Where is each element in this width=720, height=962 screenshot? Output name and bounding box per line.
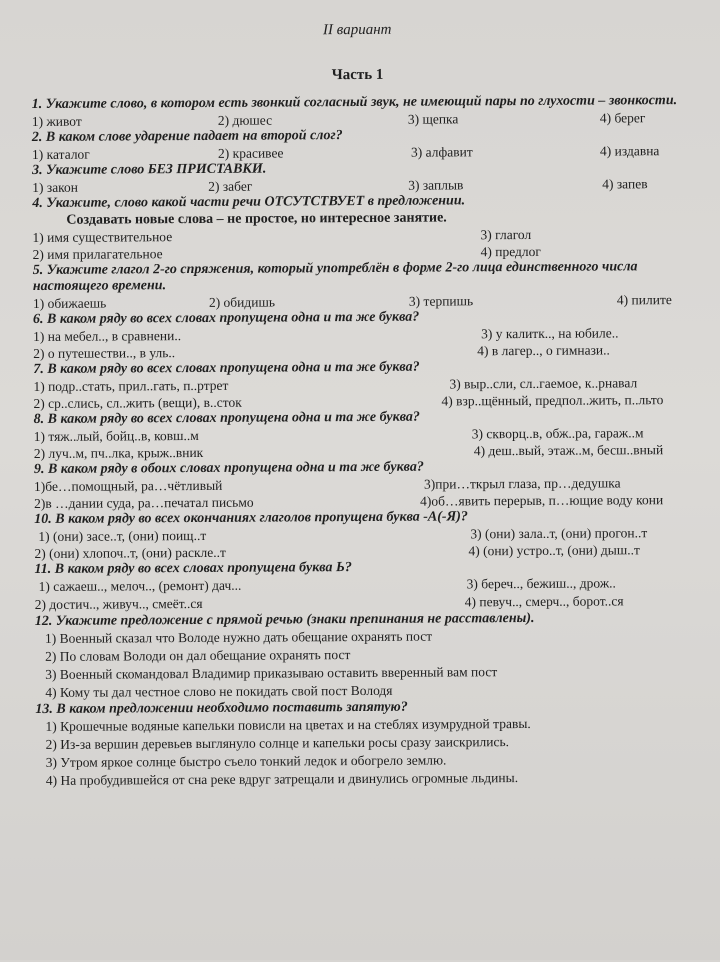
answer-option: 3) выр..сли, сл..гаемое, к..рнавал xyxy=(449,375,638,392)
answer-option: 2) (они) хлопоч..т, (они) раскле..т xyxy=(34,544,226,561)
question-9-title: 9. В каком ряду в обоих словах пропущена одна и та же буква? xyxy=(33,459,424,477)
answer-option: 1) живот xyxy=(31,113,82,129)
question-12-options xyxy=(31,626,711,702)
answer-option: 4) На пробудившейся от сна реке вдруг затрещали и двинулись огромные льдины. xyxy=(45,770,519,788)
question-1-title: 1. Укажите слово, в котором есть звонкий согласный звук, не имеющий пары по глухости – звонкости. xyxy=(31,93,678,112)
question-9 xyxy=(30,458,710,512)
answer-option: 1) на мебел.., в сравнени.. xyxy=(33,328,182,344)
question-5 xyxy=(29,259,709,312)
question-4-sentence: Создавать новые слова – не простое, но интересное занятие. xyxy=(66,210,447,228)
answer-option: 4) (они) устро..т, (они) дыш..т xyxy=(468,542,640,559)
question-12 xyxy=(31,610,712,702)
answer-option: 4) пилите xyxy=(616,292,672,308)
answer-option: 1) (они) засе..т, (они) поищ..т xyxy=(38,527,207,544)
answer-option: 3) скворц..в, обж..ра, гараж..м xyxy=(471,425,644,442)
answer-option: 2) обидишь xyxy=(208,294,276,310)
answer-option: 3) глагол xyxy=(480,226,532,243)
answer-option: 3) заплыв xyxy=(408,177,464,193)
question-11-title: 11. В каком ряду во всех словах пропущена буква Ь? xyxy=(34,560,352,577)
answer-option: 2) о путешестви.., в уль.. xyxy=(33,345,176,361)
answer-option: 1) сажаеш.., мелоч.., (ремонт) дач... xyxy=(38,577,242,594)
answer-option: 4) берег xyxy=(599,110,646,126)
answer-option: 1) Военный сказал что Володе нужно дать обещание охранять пост xyxy=(44,628,433,646)
question-8-title: 8. В каком ряду во всех словах пропущена одна и та же буква? xyxy=(33,409,420,427)
answer-option: 2) имя прилагательное xyxy=(32,246,163,262)
answer-option: 4) предлог xyxy=(480,243,541,260)
answer-option: 3) Утром яркое солнце быстро съело тонкий ледок и обогрело землю. xyxy=(45,752,447,770)
variant-heading: II вариант xyxy=(322,21,392,39)
answer-option: 1) тяж..лый, бойц..в, ковш..м xyxy=(33,427,199,444)
answer-option: 2) забег xyxy=(208,178,253,194)
answer-option: 3) терпишь xyxy=(408,293,474,309)
answer-option: 1) обижаешь xyxy=(32,295,107,311)
question-13-title: 13. В каком предложении необходимо поставить запятую? xyxy=(35,699,408,717)
part-heading: Часть 1 xyxy=(331,66,384,84)
answer-option: 4) взр..щённый, предпол..жить, п..льто xyxy=(441,392,664,409)
answer-option: 3) алфавит xyxy=(410,144,473,160)
answer-option: 3) щепка xyxy=(407,111,459,127)
answer-option: 2) По словам Володи он дал обещание охранять пост xyxy=(45,647,351,664)
answer-option: 1)бе…помощный, ра…чётливый xyxy=(33,477,223,494)
answer-option: 3)при…ткрыл глаза, пр…дедушка xyxy=(423,475,621,492)
answer-option: 1) Крошечные водяные капельки повисли на цветах и на стеблях изумрудной травы. xyxy=(45,715,531,734)
answer-option: 3) Военный скомандовал Владимир приказываю оставить вверенный вам пост xyxy=(45,664,498,682)
answer-option: 1) закон xyxy=(32,179,79,195)
question-6-title: 6. В каком ряду во всех словах пропущена одна и та же буква? xyxy=(32,309,420,327)
question-7 xyxy=(29,358,709,412)
question-3-title: 3. Укажите слово БЕЗ ПРИСТАВКИ. xyxy=(32,161,267,178)
answer-option: 4) певуч.., смерч.., борот..ся xyxy=(464,593,624,610)
answer-option: 4) издавна xyxy=(599,143,660,159)
answer-option: 1) имя существительное xyxy=(32,229,173,245)
question-12-title: 12. Укажите предложение с прямой речью (знаки препинания не расставлены). xyxy=(34,610,535,629)
answer-option: 2) дюшес xyxy=(217,112,273,128)
answer-option: 2) ср..слись, сл..жить (вещи), в..сток xyxy=(33,394,242,411)
question-8 xyxy=(30,408,710,462)
question-5-title: 5. Укажите глагол 2-го спряжения, который употреблён в форме 2-го лица единственного числа настоящего времени. xyxy=(32,259,638,294)
answer-option: 1) подр..стать, прил..гать, п..ртрет xyxy=(33,377,229,394)
answer-option: 4) Кому ты дал честное слово не покидать свой пост Володя xyxy=(45,682,393,700)
question-list xyxy=(28,93,712,790)
question-4-title: 4. Укажите, слово какой части речи ОТСУТСТВУЕТ в предложении. xyxy=(32,193,466,211)
answer-option: 4) деш..вый, этаж..м, бесш..вный xyxy=(473,442,664,459)
question-13-options xyxy=(31,714,711,790)
question-4 xyxy=(28,192,708,263)
question-13 xyxy=(31,698,712,790)
question-7-title: 7. В каком ряду во всех словах пропущена одна и та же буква? xyxy=(33,359,420,377)
question-6 xyxy=(29,308,709,362)
answer-option: 1) каталог xyxy=(31,146,90,162)
question-2-title: 2. В каком слове ударение падает на второй слог? xyxy=(31,128,343,145)
answer-option: 2) достич.., живуч.., смеёт..ся xyxy=(34,595,203,612)
answer-option: 2)в …дании суда, ра…печатал письмо xyxy=(34,494,254,511)
question-10 xyxy=(30,508,710,562)
question-11 xyxy=(30,558,710,614)
answer-option: 4) запев xyxy=(602,176,648,192)
answer-option: 2) Из-за вершин деревьев выглянуло солнце и капельки росы сразу заискрились. xyxy=(45,734,510,752)
answer-option: 2) луч..м, пч..лка, крыж..вник xyxy=(33,444,204,461)
question-3 xyxy=(28,159,708,196)
answer-option: 4)об…явить перерыв, п…ющие воду кони xyxy=(420,492,664,509)
question-1 xyxy=(28,93,708,130)
answer-option: 4) в лагер.., о гимнази.. xyxy=(477,342,610,359)
answer-option: 2) красивее xyxy=(217,145,284,161)
answer-option: 3) (они) зала..т, (они) прогон..т xyxy=(470,525,648,542)
question-10-title: 10. В каком ряду во всех окончаниях глаголов пропущена буква -А(-Я)? xyxy=(34,509,468,527)
question-2 xyxy=(28,126,708,163)
answer-option: 3) у калитк.., на юбиле.. xyxy=(481,325,619,342)
answer-option: 3) береч.., бежиш.., дрож.. xyxy=(466,575,616,592)
